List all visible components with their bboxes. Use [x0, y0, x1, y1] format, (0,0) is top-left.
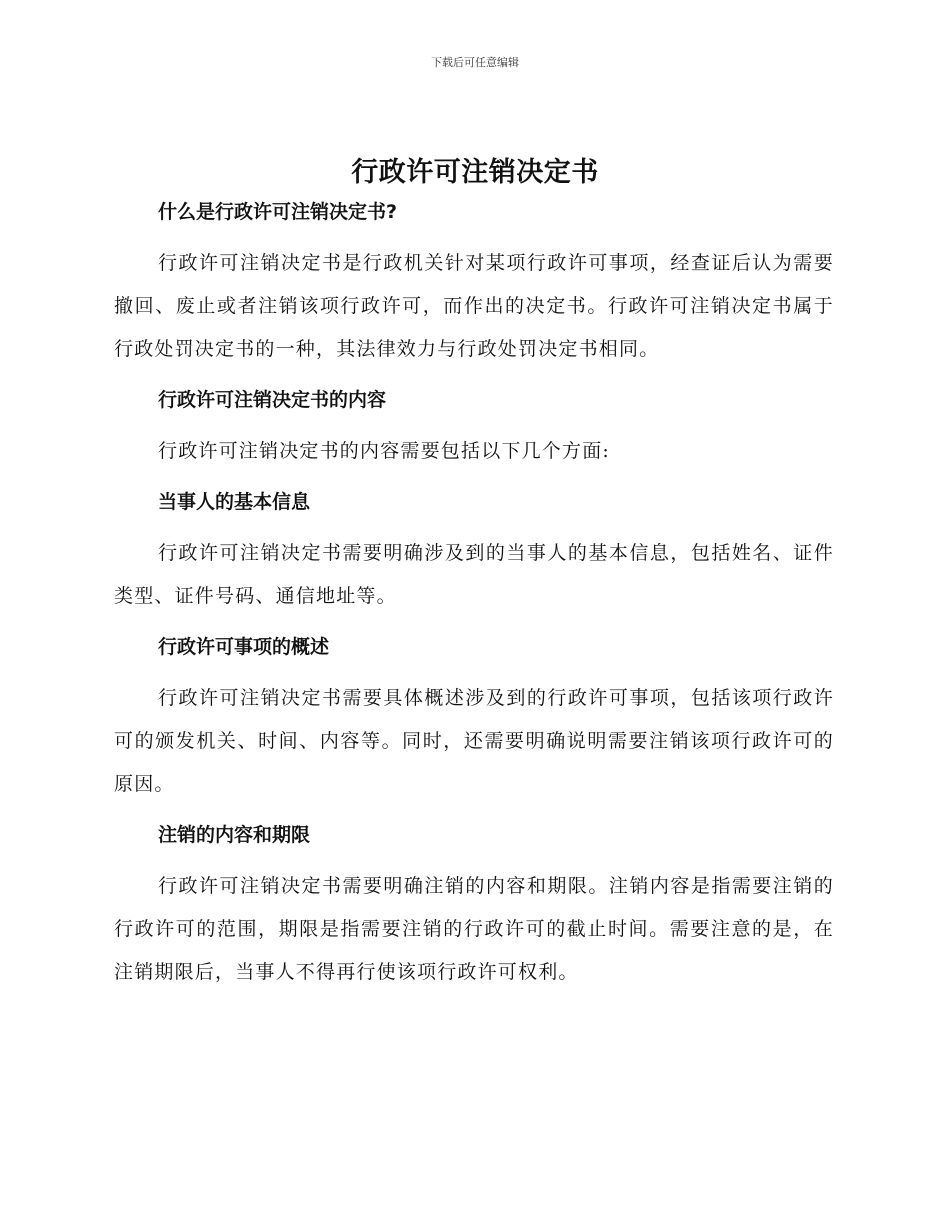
section-paragraph: 行政许可注销决定书需要具体概述涉及到的行政许可事项，包括该项行政许可的颁发机关、时间、内容等。同时，还需要明确说明需要注销该项行政许可的原因。 — [114, 687, 834, 795]
section-definition — [114, 192, 834, 371]
section-paragraph: 行政许可注销决定书需要明确涉及到的当事人的基本信息，包括姓名、证件类型、证件号码、通信地址等。 — [114, 542, 834, 607]
header-note: 下载后可任意编辑 — [431, 56, 519, 69]
section-heading: 什么是行政许可注销决定书? — [158, 201, 398, 223]
section-paragraph: 行政许可注销决定书的内容需要包括以下几个方面: — [158, 440, 611, 462]
section-heading: 行政许可注销决定书的内容 — [158, 389, 387, 411]
section-party-info — [114, 482, 834, 618]
section-paragraph: 行政许可注销决定书是行政机关针对某项行政许可事项，经查证后认为需要撤回、废止或者注销该项行政许可，而作出的决定书。行政许可注销决定书属于行政处罚决定书的一种，其法律效力与行政处罚决定书相同。 — [114, 252, 834, 360]
section-paragraph: 行政许可注销决定书需要明确注销的内容和期限。注销内容是指需要注销的行政许可的范围，期限是指需要注销的行政许可的截止时间。需要注意的是，在注销期限后，当事人不得再行使该项行政许可权利。 — [114, 875, 834, 983]
section-heading: 行政许可事项的概述 — [158, 636, 330, 658]
document-title: 行政许可注销决定书 — [351, 157, 599, 188]
section-heading: 当事人的基本信息 — [158, 491, 311, 513]
section-contents — [114, 380, 834, 473]
section-permit-overview — [114, 627, 834, 806]
section-cancellation-terms — [114, 815, 834, 994]
document-body — [114, 192, 834, 1003]
section-heading: 注销的内容和期限 — [158, 824, 311, 846]
